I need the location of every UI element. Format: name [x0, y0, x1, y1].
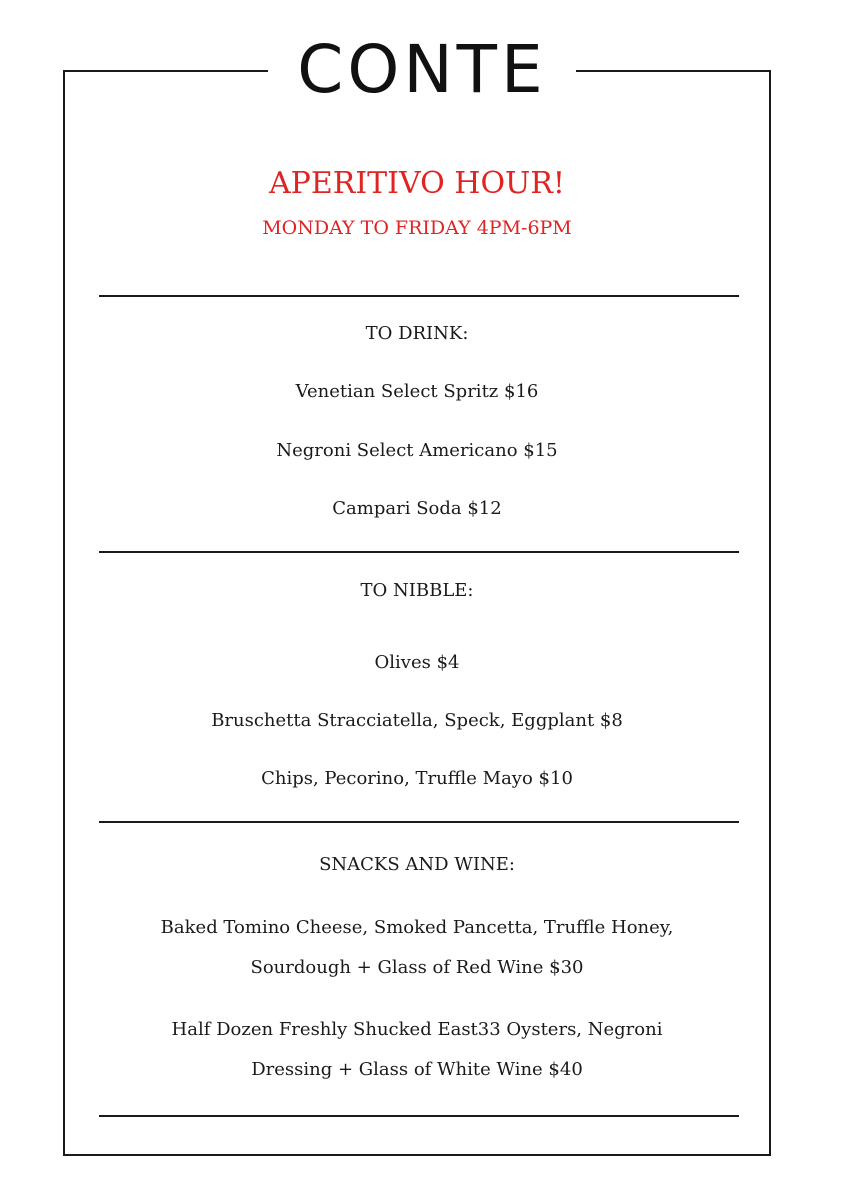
section-divider: [99, 821, 739, 823]
menu-item-drink: Negroni Select Americano $15: [276, 440, 558, 461]
menu-item-snack-line: Half Dozen Freshly Shucked East33 Oysters, Negroni: [171, 1019, 663, 1040]
section-title-snacks-wine: SNACKS AND WINE:: [319, 854, 515, 875]
restaurant-logo: CONTE: [297, 31, 547, 108]
menu-headline: APERITIVO HOUR!: [268, 166, 565, 201]
menu-item-drink: Campari Soda $12: [332, 498, 502, 519]
menu-item-nibble: Chips, Pecorino, Truffle Mayo $10: [261, 768, 573, 789]
menu-item-drink: Venetian Select Spritz $16: [295, 381, 539, 402]
menu-schedule: MONDAY TO FRIDAY 4PM-6PM: [262, 217, 572, 239]
section-divider: [99, 295, 739, 297]
section-title-drinks: TO DRINK:: [365, 323, 469, 344]
menu-item-snack-line: Sourdough + Glass of Red Wine $30: [250, 957, 584, 978]
menu-item-snack-line: Baked Tomino Cheese, Smoked Pancetta, Truffle Honey,: [160, 917, 674, 938]
section-title-nibbles: TO NIBBLE:: [360, 580, 474, 601]
menu-item-snack-line: Dressing + Glass of White Wine $40: [251, 1059, 583, 1080]
section-divider: [99, 1115, 739, 1117]
menu-item-nibble: Bruschetta Stracciatella, Speck, Eggplant $8: [211, 710, 623, 731]
menu-item-nibble: Olives $4: [374, 652, 460, 673]
section-divider: [99, 551, 739, 553]
